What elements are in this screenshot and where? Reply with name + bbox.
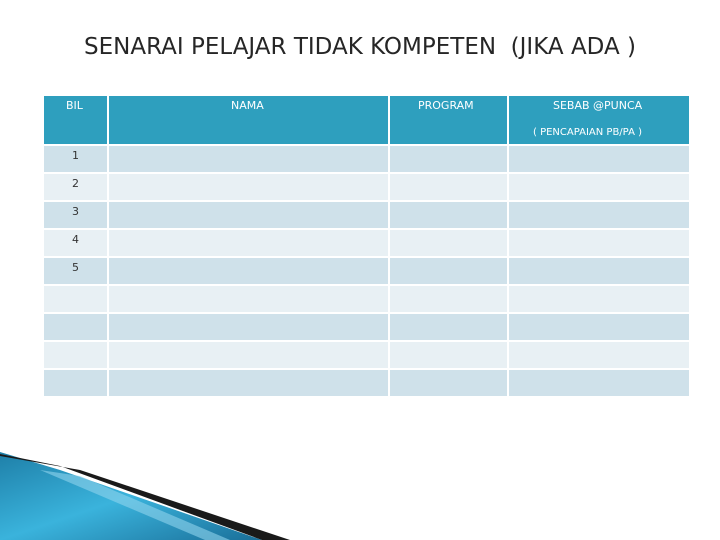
cell-nama — [108, 145, 389, 173]
cell-bil-text: 5 — [72, 261, 79, 274]
table-row — [43, 173, 690, 201]
cell-program — [389, 313, 508, 341]
cell-program — [389, 285, 508, 313]
cell-bil-text: 4 — [72, 233, 79, 246]
cell-program — [389, 145, 508, 173]
cell-bil-text — [44, 370, 107, 373]
header-sebab-sublabel: ( PENCAPAIAN PB/PA ) — [533, 127, 642, 138]
table-row — [43, 145, 690, 173]
cell-program — [389, 369, 508, 397]
table-row — [43, 369, 690, 397]
cell-nama — [108, 229, 389, 257]
student-table — [42, 94, 691, 398]
table-row — [43, 313, 690, 341]
cell-bil — [43, 229, 108, 257]
header-sebab-label: SEBAB @PUNCA — [553, 99, 643, 112]
cell-nama — [108, 313, 389, 341]
cell-bil — [43, 201, 108, 229]
cell-program — [389, 229, 508, 257]
cell-bil-text: 2 — [72, 177, 79, 190]
cell-program — [389, 201, 508, 229]
cell-sebab — [508, 145, 690, 173]
cell-nama — [108, 201, 389, 229]
cell-nama — [108, 173, 389, 201]
table-row — [43, 341, 690, 369]
cell-bil — [43, 173, 108, 201]
corner-light-stripe — [40, 470, 230, 540]
cell-program — [389, 257, 508, 285]
header-program-label: PROGRAM — [418, 99, 474, 112]
cell-sebab — [508, 313, 690, 341]
cell-sebab — [508, 341, 690, 369]
cell-bil — [43, 145, 108, 173]
cell-nama — [108, 285, 389, 313]
cell-bil — [43, 285, 108, 313]
cell-sebab — [508, 369, 690, 397]
cell-program — [389, 173, 508, 201]
page-title: SENARAI PELAJAR TIDAK KOMPETEN (JIKA ADA ) — [84, 34, 636, 60]
cell-bil — [43, 257, 108, 285]
corner-dark-stripe — [0, 454, 290, 540]
cell-bil-text: 3 — [72, 205, 79, 218]
header-program — [389, 95, 508, 145]
cell-sebab — [508, 285, 690, 313]
cell-bil-text — [44, 314, 107, 317]
cell-sebab — [508, 257, 690, 285]
table-row — [43, 285, 690, 313]
cell-nama — [108, 369, 389, 397]
cell-sebab — [508, 229, 690, 257]
cell-bil — [43, 341, 108, 369]
cell-bil — [43, 313, 108, 341]
cell-program — [389, 341, 508, 369]
cell-bil — [43, 369, 108, 397]
header-nama-label: NAMA — [231, 99, 264, 112]
header-bil-label: BIL — [66, 99, 83, 112]
cell-sebab — [508, 201, 690, 229]
cell-bil-text: 1 — [72, 149, 79, 162]
header-nama — [108, 95, 389, 145]
cell-bil-text — [44, 342, 107, 345]
table-row — [43, 257, 690, 285]
header-bil — [43, 95, 108, 145]
header-sebab — [508, 95, 690, 145]
corner-blue-shape — [0, 452, 262, 540]
cell-nama — [108, 341, 389, 369]
cell-sebab — [508, 173, 690, 201]
cell-nama — [108, 257, 389, 285]
table-header-row — [43, 95, 690, 145]
cell-bil-text — [44, 286, 107, 289]
table-row — [43, 229, 690, 257]
table-row — [43, 201, 690, 229]
